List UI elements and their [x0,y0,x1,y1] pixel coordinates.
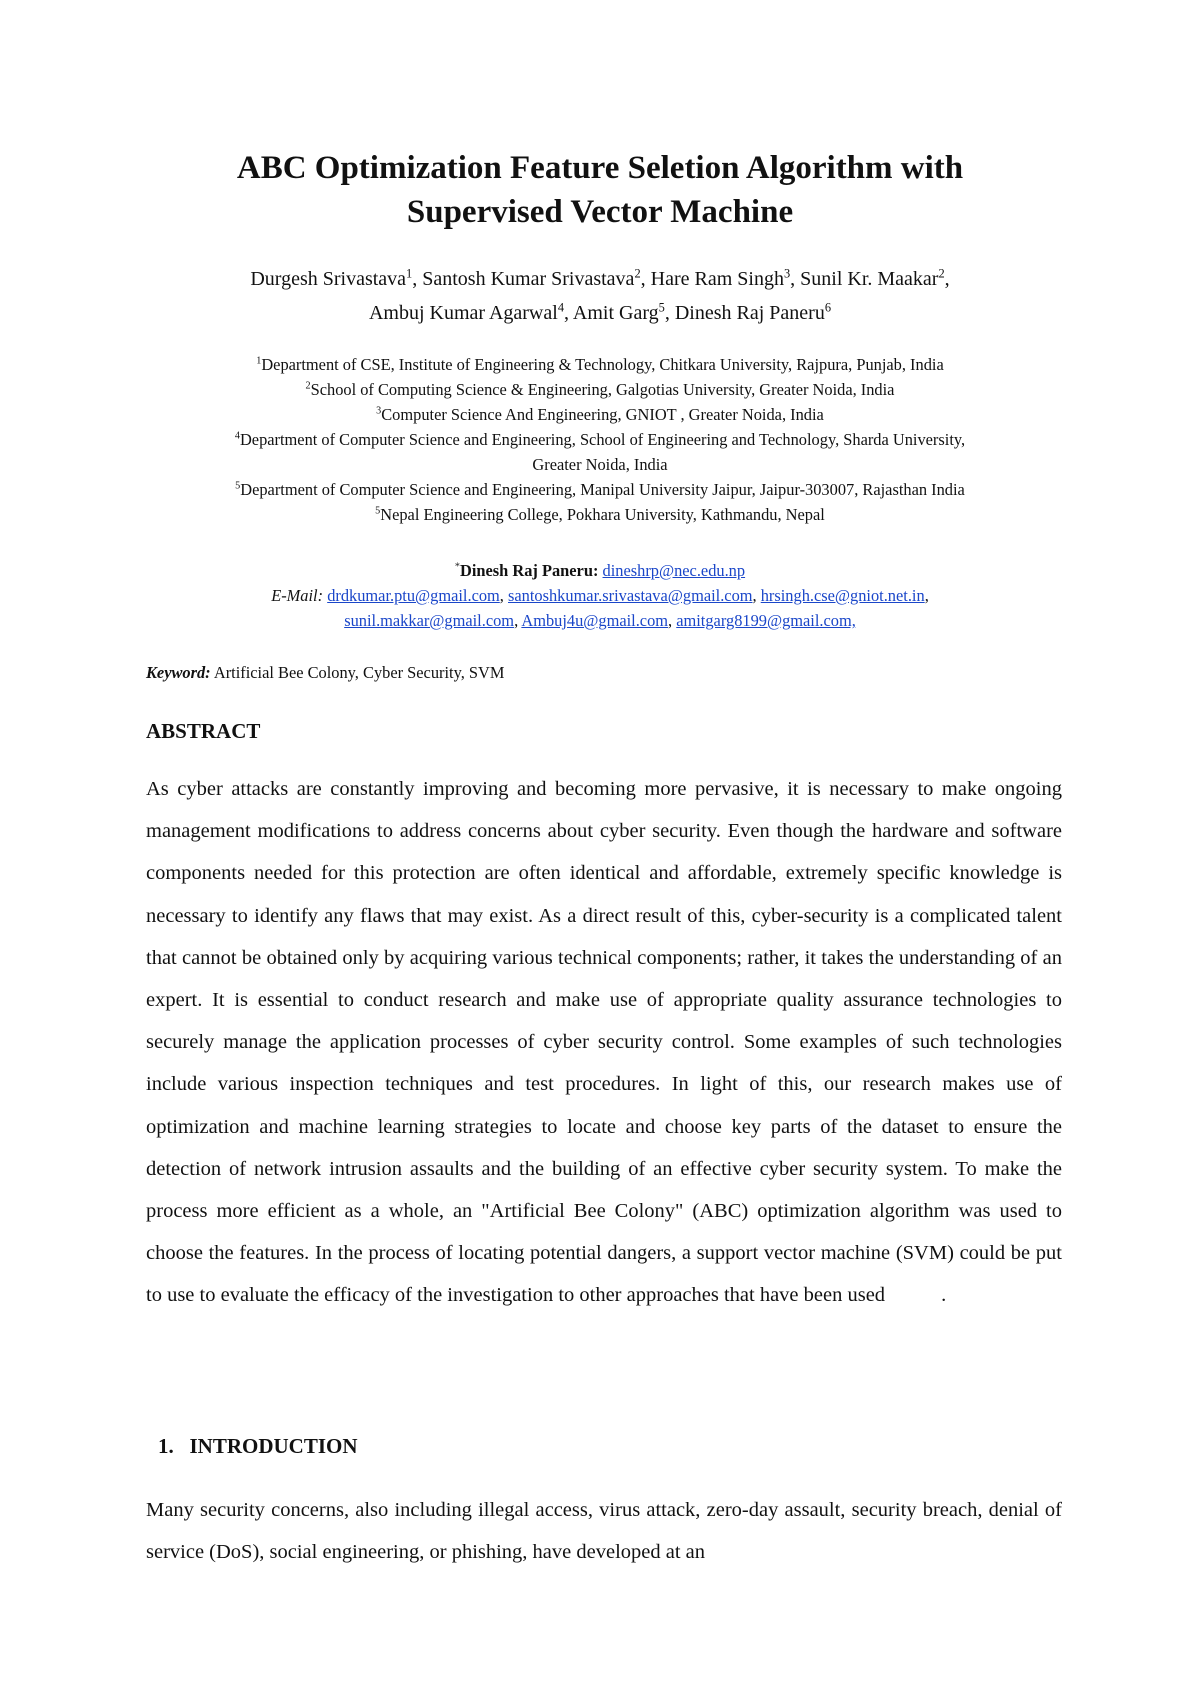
affiliation-mark: 5 [375,505,381,517]
author-affil-mark: 2 [634,266,641,281]
author-name: Durgesh Srivastava [250,268,407,290]
abstract-paragraph [146,768,1062,1317]
author-affil-mark: 5 [658,300,665,315]
email-link[interactable]: sunil.makkar@gmail.com [344,611,515,630]
paper-title [100,146,1100,234]
email-separator: , [514,611,522,630]
email-line-1 [100,583,1100,608]
author-name: Hare Ram Singh [650,268,784,290]
author-line-1 [100,262,1100,296]
corresponding-author [100,558,1100,583]
introduction-heading: 1. INTRODUCTION [158,1434,358,1458]
email-separator: , [499,586,508,605]
email-separator: , [924,586,929,605]
introduction-paragraph: Many security concerns, also including illegal access, virus attack, zero-day assault, security breach, denial of service (DoS), social engineering, or phishing, have developed at an [146,1499,1062,1564]
affiliation-continuation: Greater Noida, India [532,455,668,474]
affiliation-text: Computer Science And Engineering, GNIOT , Greater Noida, India [381,405,824,424]
author-name: Dinesh Raj Paneru [674,302,825,324]
affiliation-text: Department of Computer Science and Engineering, School of Engineering and Technology, Sharda University, [239,430,966,449]
keyword-label: Keyword: [146,663,211,682]
affiliation-item [100,477,1100,502]
affiliation-text: School of Computing Science & Engineering, Galgotias University, Greater Noida, India [310,380,895,399]
author-affil-mark: 4 [557,300,565,315]
email-link[interactable]: santoshkumar.srivastava@gmail.com [508,586,753,605]
affiliation-item [100,502,1100,527]
affiliation-item [100,352,1100,377]
title-line-1: ABC Optimization Feature Seletion Algorithm with [236,150,964,186]
affiliation-mark: 3 [376,405,382,417]
email-separator: , [668,611,677,630]
email-label: E-Mail: [271,586,324,605]
author-name: Santosh Kumar Srivastava [422,268,635,290]
affiliation-text: Nepal Engineering College, Pokhara University, Kathmandu, Nepal [380,505,825,524]
corresponding-mark: * [454,561,460,573]
author-separator: , [790,268,801,290]
abstract-tail: . [941,1284,947,1307]
author-separator: , [564,302,573,324]
author-affil-mark: 3 [783,266,791,281]
author-line-2 [100,296,1100,330]
affiliation-item [100,427,1100,452]
affiliation-mark: 2 [305,380,311,392]
keyword-line [146,660,504,685]
abstract-text: As cyber attacks are constantly improving and becoming more pervasive, it is necessary to make ongoing management modifications to address concerns about cyber security. Even though the hardware and software components needed for this protection are often identical and affordable, extremely specific knowledge is necessary to identify any flaws that may exist. As a direct result of this, cyber-security is a complicated talent that cannot be obtained only by acquiring various technical components; rather, it takes the understanding of an expert. It is essential to conduct research and make use of appropriate quality assurance technologies to securely manage the application processes of cyber security control. Some examples of such technologies include various inspection techniques and test procedures. In light of this, our research makes use of optimization and machine learning strategies to locate and choose key parts of the dataset to ensure the detection of network intrusion assaults and the building of an effective cyber security system. To make the process more efficient as a whole, an "Artificial Bee Colony" (ABC) optimization algorithm was used to choose the features. In the process of locating potential dangers, a support vector machine (SVM) could be put to use to evaluate the efficacy of the investigation to other approaches that have been used [146,778,1062,1307]
author-separator: , [412,268,423,290]
email-line-2 [100,608,1100,633]
author-separator: , [664,302,675,324]
title-line-2: Supervised Vector Machine [406,194,794,230]
author-separator: , [944,268,950,290]
email-link[interactable]: amitgarg8199@gmail.com, [676,611,856,630]
affiliation-text: Department of Computer Science and Engineering, Manipal University Jaipur, Jaipur-303007, Rajasthan India [240,480,965,499]
affiliation-mark: 1 [256,355,262,367]
affiliation-mark: 4 [234,430,240,442]
keyword-text: Artificial Bee Colony, Cyber Security, SVM [213,663,505,682]
author-name: Amit Garg [572,302,659,324]
corresponding-email-link[interactable]: dineshrp@nec.edu.np [602,561,746,580]
affiliation-item [100,377,1100,402]
affiliation-item [100,402,1100,427]
author-affil-mark: 1 [406,266,413,281]
email-link[interactable]: drdkumar.ptu@gmail.com [327,586,500,605]
email-link[interactable]: Ambuj4u@gmail.com [521,611,669,630]
author-name: Ambuj Kumar Agarwal [368,302,558,324]
author-list [100,262,1100,330]
corresponding-name: Dinesh Raj Paneru: [460,561,599,580]
affiliation-list [100,352,1100,527]
email-separator: , [752,586,761,605]
abstract-heading: ABSTRACT [146,719,261,743]
author-affil-mark: 2 [938,266,945,281]
email-link[interactable]: hrsingh.cse@gniot.net.in [760,586,925,605]
author-name: Sunil Kr. Maakar [800,268,939,290]
author-separator: , [640,268,651,290]
affiliation-text: Department of CSE, Institute of Engineering & Technology, Chitkara University, Rajpura, Punjab, India [261,355,944,374]
affiliation-mark: 5 [235,480,241,492]
contact-block [100,558,1100,633]
author-affil-mark: 6 [824,300,832,315]
